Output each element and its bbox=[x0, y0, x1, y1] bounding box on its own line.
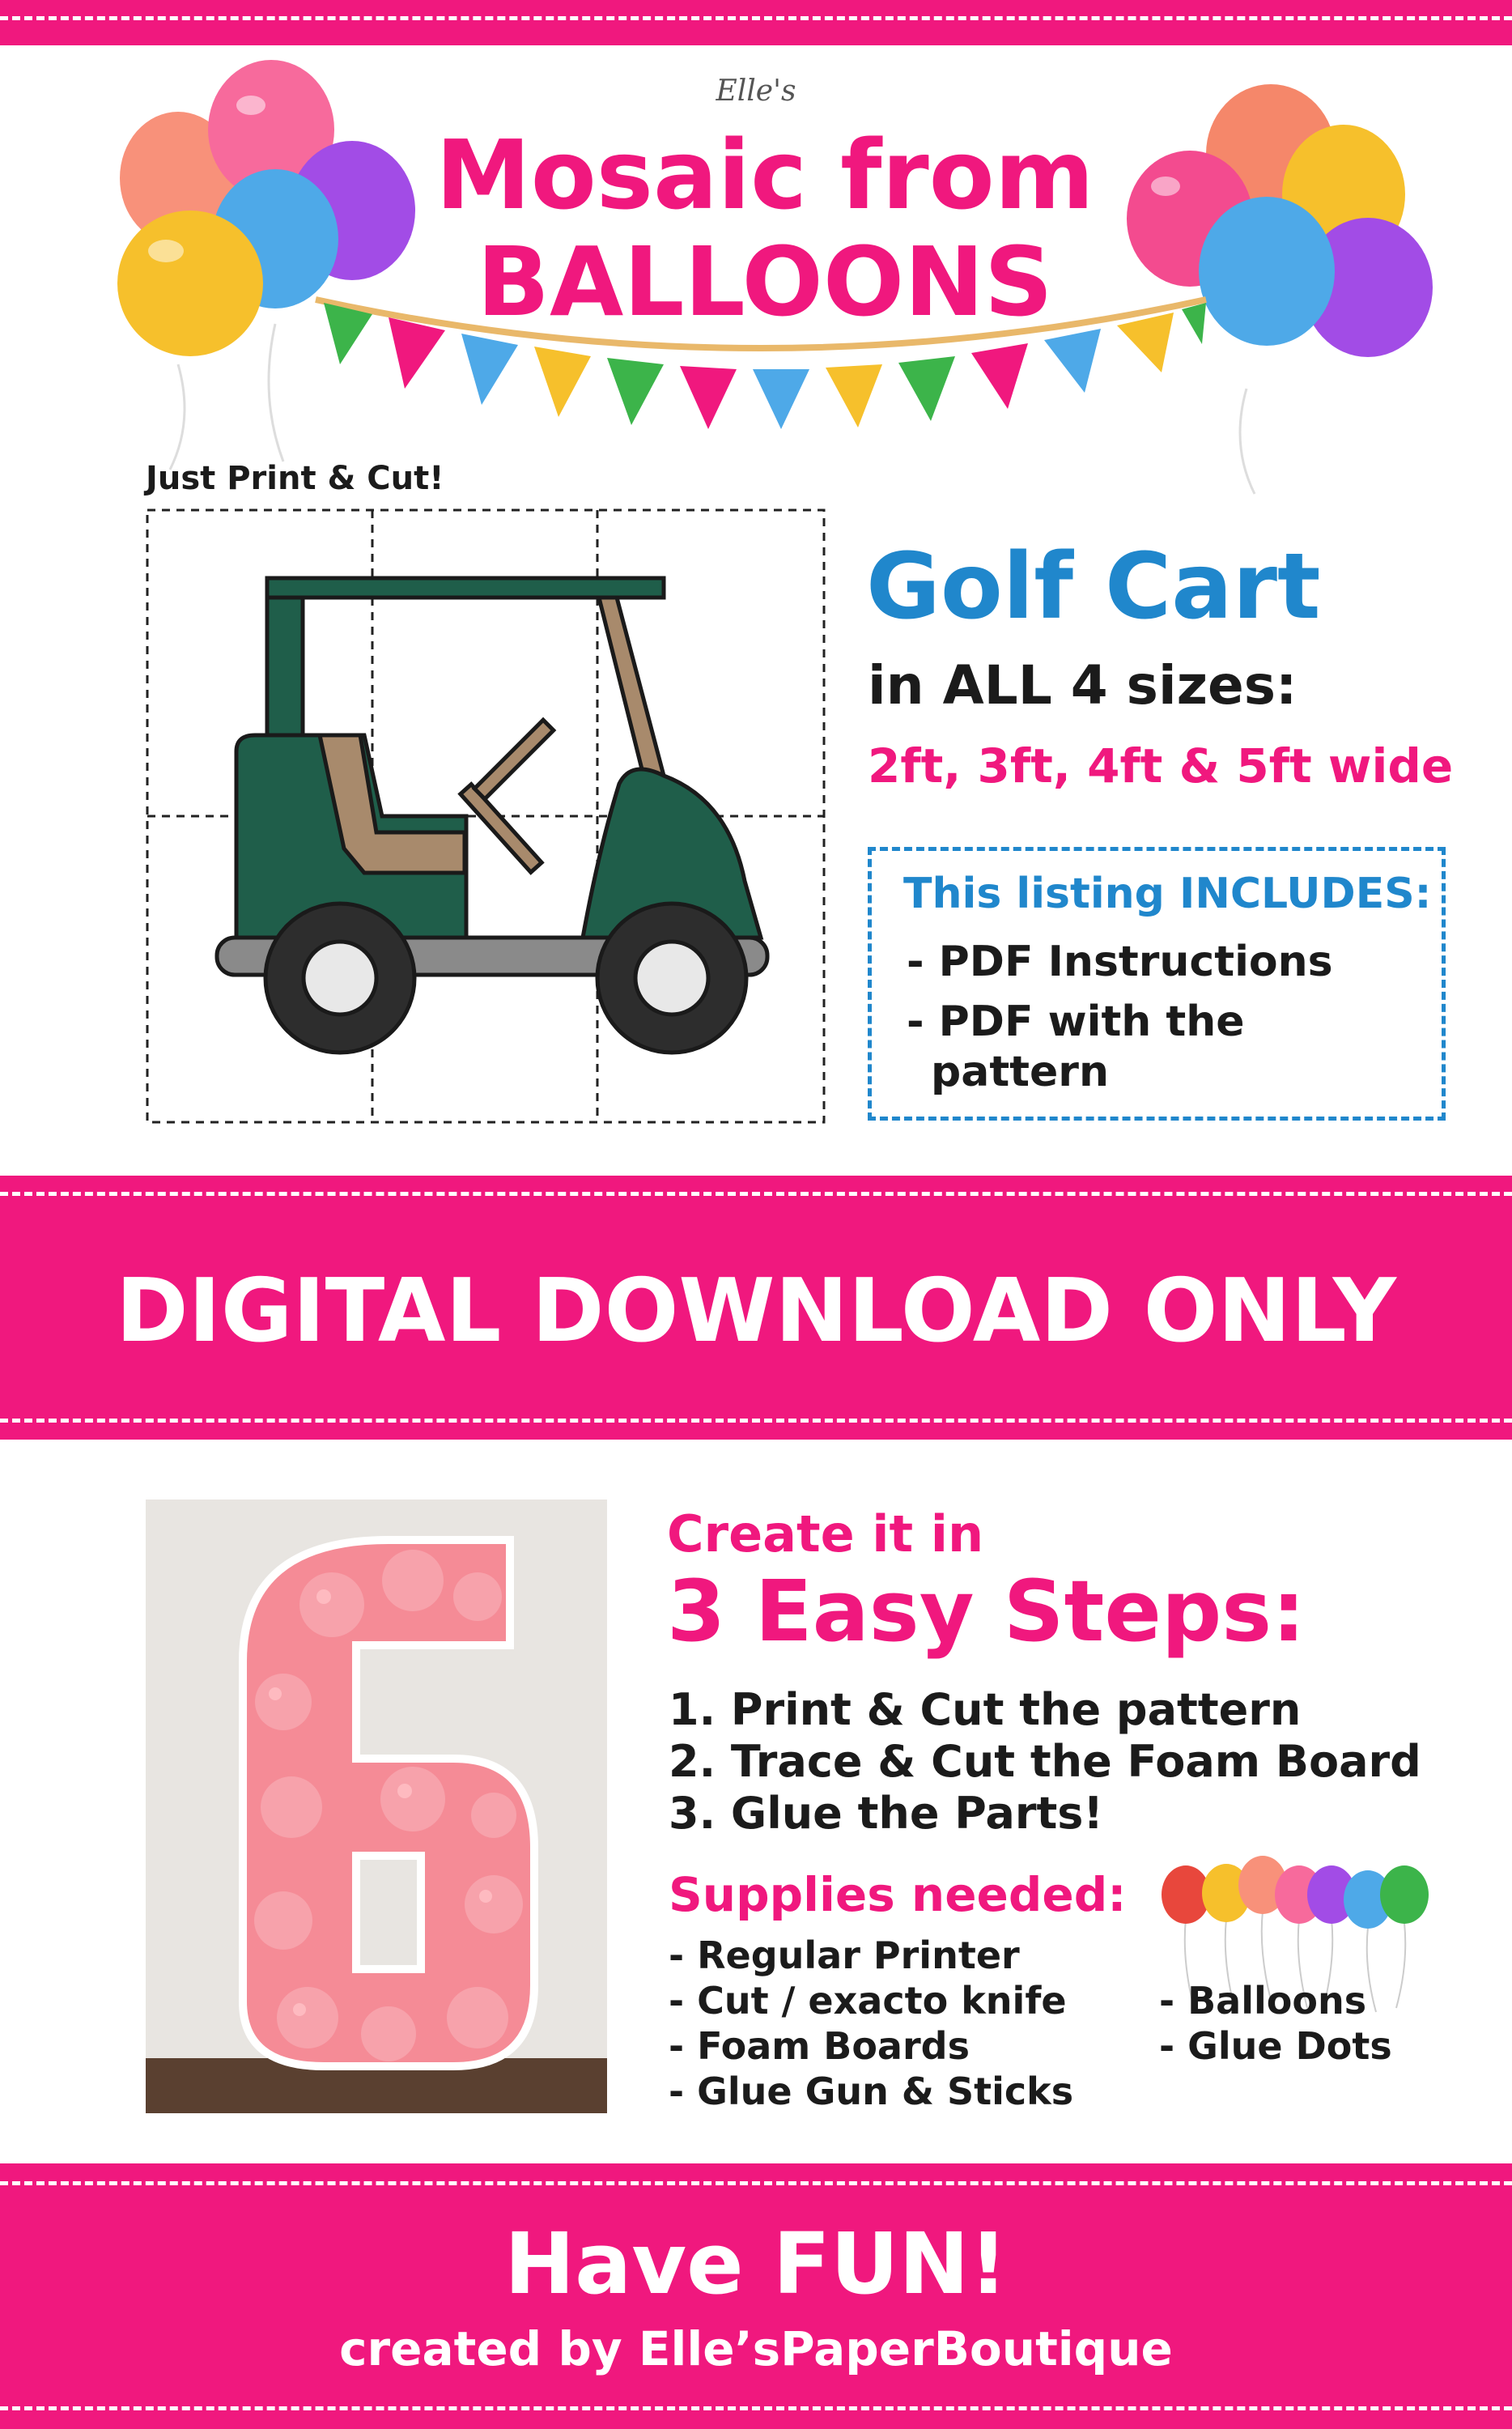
steps-title: 3 Easy Steps: bbox=[667, 1562, 1306, 1661]
includes-title: This listing INCLUDES: bbox=[903, 870, 1432, 918]
supply-item: - Glue Dots bbox=[1159, 2024, 1392, 2068]
pattern-caption: Just Print & Cut! bbox=[146, 460, 444, 497]
step-item: 1. Print & Cut the pattern bbox=[669, 1684, 1302, 1735]
step-item: 2. Trace & Cut the Foam Board bbox=[669, 1736, 1421, 1787]
includes-item: - PDF with the bbox=[907, 998, 1245, 1046]
title-line-1: Mosaic from bbox=[435, 119, 1094, 231]
footer-credit: created by Elle’sPaperBoutique bbox=[339, 2321, 1173, 2376]
step-item: 3. Glue the Parts! bbox=[669, 1788, 1104, 1839]
balloon-yellow-icon bbox=[117, 211, 263, 356]
balloon-blue-icon bbox=[1199, 197, 1335, 346]
includes-item: - PDF Instructions bbox=[907, 938, 1333, 986]
title-line-2: BALLOONS bbox=[477, 226, 1053, 338]
supply-item: - Glue Gun & Sticks bbox=[669, 2070, 1074, 2113]
brand-logo-text: Elle's bbox=[716, 74, 796, 108]
supply-item: - Cut / exacto knife bbox=[669, 1979, 1067, 2023]
balloon-mosaic-photo bbox=[146, 1500, 607, 2113]
brand-logo bbox=[675, 74, 837, 108]
download-banner-text: DIGITAL DOWNLOAD ONLY bbox=[115, 1261, 1397, 1362]
supplies-title: Supplies needed: bbox=[669, 1867, 1127, 1922]
footer-stitch-bottom bbox=[0, 2406, 1512, 2410]
product-name: Golf Cart bbox=[866, 534, 1321, 640]
golf-cart-pattern bbox=[146, 508, 826, 1124]
includes-item: pattern bbox=[931, 1048, 1109, 1096]
sizes-heading: in ALL 4 sizes: bbox=[868, 654, 1298, 717]
supply-item: - Regular Printer bbox=[669, 1933, 1020, 1977]
steps-subtitle: Create it in bbox=[667, 1504, 984, 1563]
supply-item: - Balloons bbox=[1159, 1979, 1367, 2023]
top-band bbox=[0, 0, 1512, 45]
banner-stitch-top bbox=[0, 1192, 1512, 1196]
sizes-list: 2ft, 3ft, 4ft & 5ft wide bbox=[868, 738, 1454, 793]
footer-stitch-top bbox=[0, 2181, 1512, 2185]
page-title bbox=[364, 119, 1166, 338]
number-six-icon bbox=[146, 1500, 607, 2113]
footer-title: Have FUN! bbox=[504, 2214, 1008, 2313]
top-band-stitch bbox=[0, 16, 1512, 20]
supply-item: - Foam Boards bbox=[669, 2024, 970, 2068]
banner-stitch-bottom bbox=[0, 1419, 1512, 1423]
golf-cart-icon bbox=[217, 578, 767, 1053]
